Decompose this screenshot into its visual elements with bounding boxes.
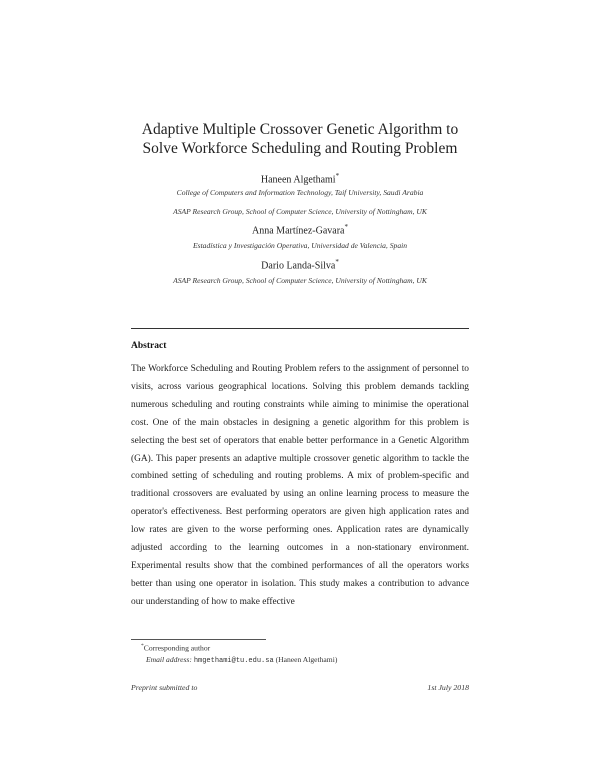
footnote-marker: * [141,643,144,649]
title-line-2: Solve Workforce Scheduling and Routing Problem [142,140,458,157]
author-name-text: Haneen Algethami [260,174,336,186]
author-affiliation: ASAP Research Group, School of Computer Science, University of Nottingham, UK [173,207,427,216]
footer-preprint: Preprint submitted to [131,683,198,692]
abstract-top-rule [131,328,469,329]
author-marker: * [344,223,348,231]
author-name-text: Dario Landa-Silva [261,260,336,272]
author-name [0,223,600,236]
footnote-corresponding-text: Corresponding author [143,643,211,653]
abstract-heading: Abstract [131,341,167,351]
title-line-1: Adaptive Multiple Crossover Genetic Algorithm to [141,121,459,138]
author-name [0,258,600,271]
author-affiliation: Estadística y Investigación Operativa, Universidad de Valencia, Spain [192,241,408,250]
paper-title [0,120,600,158]
footnote-corresponding [141,643,210,653]
author-marker: * [335,258,339,266]
author-marker: * [335,172,340,180]
abstract-body: The Workforce Scheduling and Routing Problem refers to the assignment of personnel to visits, across various geographical locations. Solving this problem demands tackling numerous scheduling and routing constraints while aiming to minimise the operational cost. One of the main obstacles in designing a genetic algorithm for this problem is selecting the best set of operators that enable better performance in a Genetic Algorithm (GA). This paper presents an adaptive multiple crossover genetic algorithm to tackle the combined setting of scheduling and routing problems. A mix of problem-specific and traditional crossovers are evaluated by using an online learning process to measure the operator's effectiveness. Best performing operators are given high application rates and low rates are given to the worse performing ones. Application rates are dynamically adjusted according to the learning outcomes in a non-stationary environment. Experimental results show that the combined performances of all the operators works better than using one operator in isolation. This study makes a contribution to advance our understanding of how to make effective [131,364,469,607]
author-affiliation: College of Computers and Information Technology, Taif University, Saudi Arabia [176,188,424,197]
author-name-text: Anna Martínez-Gavara [252,225,345,237]
email-label: Email address: [146,655,192,664]
footer-date: 1st July 2018 [427,683,469,692]
footnote-rule [131,639,266,640]
author-affiliation: ASAP Research Group, School of Computer Science, University of Nottingham, UK [173,276,427,285]
email-address[interactable]: hmgethami@tu.edu.sa [193,657,274,665]
email-owner: (Haneen Algethami) [275,655,338,664]
footnote-email [146,655,337,665]
author-name [0,172,600,185]
